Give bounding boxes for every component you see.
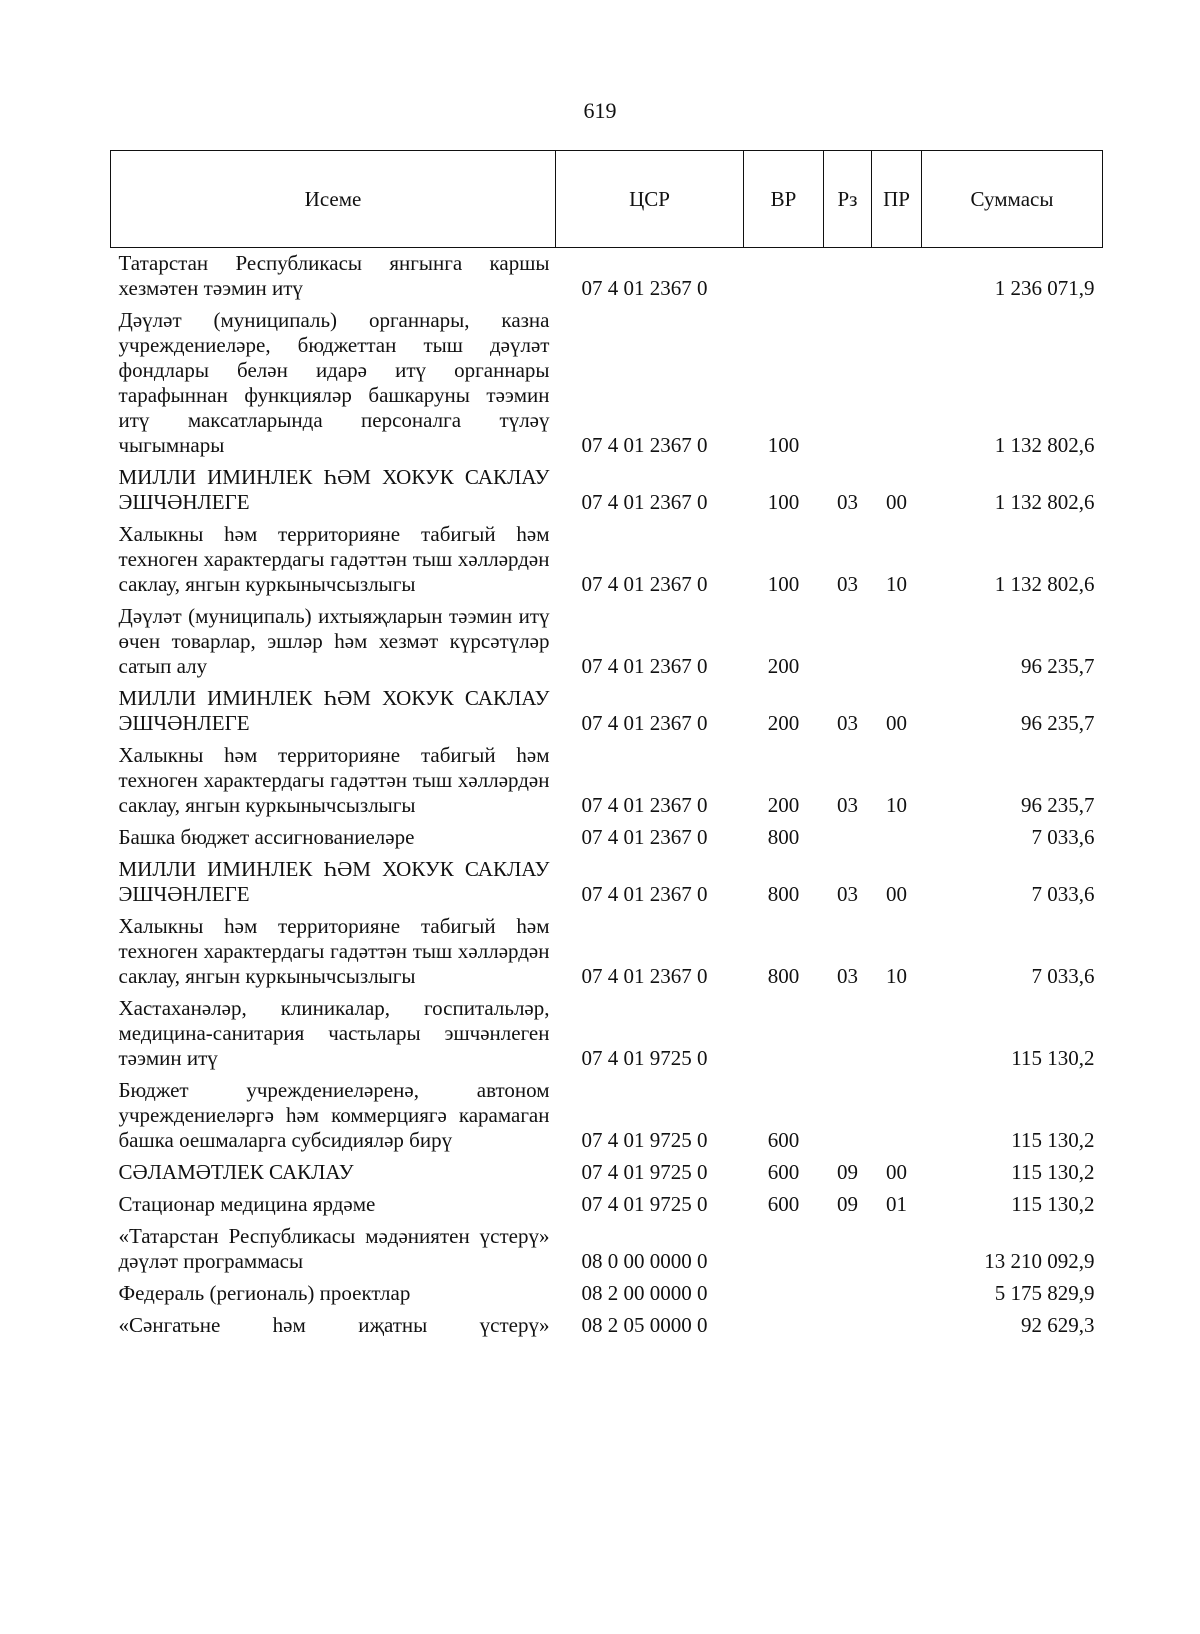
cell-csr: 07 4 01 2367 0 xyxy=(581,572,708,596)
cell-rz xyxy=(824,1310,872,1342)
cell-vr xyxy=(744,1278,824,1310)
table-row xyxy=(111,1221,1103,1278)
cell-sum: 1 132 802,6 xyxy=(994,433,1095,457)
cell-sum: 115 130,2 xyxy=(1011,1046,1095,1070)
cell-csr: 07 4 01 2367 0 xyxy=(581,964,708,988)
cell-csr: 07 4 01 2367 0 xyxy=(581,490,708,514)
cell-name xyxy=(111,993,556,1075)
cell-sum: 96 235,7 xyxy=(1021,654,1095,678)
cell-vr: 100 xyxy=(767,572,800,596)
cell-sum: 7 033,6 xyxy=(1031,964,1095,988)
cell-vr: 200 xyxy=(767,793,800,817)
table-row xyxy=(111,683,1103,740)
cell-sum: 13 210 092,9 xyxy=(984,1249,1095,1273)
cell-pr: 10 xyxy=(886,793,907,817)
cell-rz: 03 xyxy=(837,882,858,906)
cell-vr xyxy=(744,1221,824,1278)
header-pr: ПР xyxy=(872,151,922,248)
cell-csr: 07 4 01 9725 0 xyxy=(581,1192,708,1216)
cell-rz: 03 xyxy=(837,793,858,817)
cell-rz: 03 xyxy=(837,964,858,988)
page-number: 619 xyxy=(583,98,617,123)
cell-csr: 07 4 01 9725 0 xyxy=(581,1128,708,1152)
table-row xyxy=(111,305,1103,462)
row-name-text: СӘЛАМӘТЛЕК САКЛАУ xyxy=(118,1160,354,1184)
table-row xyxy=(111,1310,1103,1342)
row-name-text: Стационар медицина ярдәме xyxy=(118,1192,376,1216)
cell-sum: 96 235,7 xyxy=(1021,793,1095,817)
cell-pr: 00 xyxy=(886,1160,907,1184)
row-name-text: Дәүләт (муниципаль) органнары, казна учреждениеләре, бюджеттан тыш дәүләт фондлары белән идарә итү органнары тарафыннан функцияләр башкаруны тәэмин итү максатларында персоналга түләү чыгымнары xyxy=(118,308,550,457)
cell-vr: 600 xyxy=(767,1192,800,1216)
cell-vr xyxy=(744,993,824,1075)
row-name-text: МИЛЛИ ИМИНЛЕК ҺӘМ ХОКУК САКЛАУ ЭШЧӘНЛЕГЕ xyxy=(118,465,550,514)
cell-csr: 07 4 01 2367 0 xyxy=(581,276,708,300)
cell-rz xyxy=(824,248,872,306)
cell-name xyxy=(111,740,556,822)
cell-rz xyxy=(824,305,872,462)
cell-name xyxy=(111,1221,556,1278)
cell-sum: 115 130,2 xyxy=(1011,1160,1095,1184)
cell-csr: 07 4 01 2367 0 xyxy=(581,711,708,735)
cell-pr: 00 xyxy=(886,882,907,906)
table-row xyxy=(111,740,1103,822)
cell-name xyxy=(111,911,556,993)
cell-pr xyxy=(872,993,922,1075)
table-row xyxy=(111,854,1103,911)
table-row xyxy=(111,462,1103,519)
cell-vr: 800 xyxy=(767,964,800,988)
cell-vr: 100 xyxy=(767,490,800,514)
budget-table xyxy=(110,150,1103,1342)
row-name-text: Федераль (региональ) проектлар xyxy=(118,1281,411,1305)
cell-rz xyxy=(824,993,872,1075)
cell-vr: 800 xyxy=(767,825,800,849)
table-header xyxy=(111,151,1103,248)
header-name: Исеме xyxy=(111,151,556,248)
table-body xyxy=(111,248,1103,1343)
table-row xyxy=(111,911,1103,993)
row-name-text: Халыкны һәм территорияне табигый һәм техноген характердагы гадәттән тыш хәлләрдән саклау, янгын куркынычсызлыгы xyxy=(118,522,550,596)
table-row xyxy=(111,822,1103,854)
table-row xyxy=(111,519,1103,601)
cell-csr: 08 0 00 0000 0 xyxy=(581,1249,708,1273)
cell-name xyxy=(111,305,556,462)
cell-name xyxy=(111,1278,556,1310)
cell-name xyxy=(111,1075,556,1157)
row-name-text: «Сәнгатьне һәм иҗатны үстерү» xyxy=(118,1313,550,1337)
cell-sum: 7 033,6 xyxy=(1031,825,1095,849)
cell-vr xyxy=(744,248,824,306)
cell-sum: 115 130,2 xyxy=(1011,1128,1095,1152)
cell-name xyxy=(111,1189,556,1221)
cell-csr: 08 2 00 0000 0 xyxy=(581,1281,708,1305)
cell-sum: 1 236 071,9 xyxy=(994,276,1095,300)
table-row xyxy=(111,601,1103,683)
cell-pr xyxy=(872,1075,922,1157)
cell-vr: 800 xyxy=(767,882,800,906)
cell-sum: 5 175 829,9 xyxy=(994,1281,1095,1305)
cell-sum: 115 130,2 xyxy=(1011,1192,1095,1216)
cell-rz: 09 xyxy=(837,1192,858,1216)
cell-rz xyxy=(824,1221,872,1278)
cell-vr: 200 xyxy=(767,711,800,735)
row-name-text: Халыкны һәм территорияне табигый һәм техноген характердагы гадәттән тыш хәлләрдән саклау, янгын куркынычсызлыгы xyxy=(118,914,550,988)
row-name-text: «Татарстан Республикасы мәдәниятен үстерү» дәүләт программасы xyxy=(118,1224,550,1273)
cell-rz xyxy=(824,822,872,854)
cell-name xyxy=(111,822,556,854)
cell-sum: 1 132 802,6 xyxy=(994,490,1095,514)
table-row xyxy=(111,1157,1103,1189)
header-vr: ВР xyxy=(744,151,824,248)
cell-rz: 03 xyxy=(837,490,858,514)
cell-pr xyxy=(872,1278,922,1310)
row-name-text: Бюджет учреждениеләренә, автоном учреждениеләргә һәм коммерциягә карамаган башка оешмаларга субсидияләр бирү xyxy=(118,1078,550,1152)
row-name-text: Башка бюджет ассигнованиеләре xyxy=(118,825,415,849)
cell-name xyxy=(111,1157,556,1189)
cell-rz: 09 xyxy=(837,1160,858,1184)
cell-rz: 03 xyxy=(837,572,858,596)
cell-sum: 92 629,3 xyxy=(1021,1313,1095,1337)
cell-name xyxy=(111,248,556,306)
cell-name xyxy=(111,1310,556,1342)
header-sum: Суммасы xyxy=(922,151,1103,248)
cell-name xyxy=(111,854,556,911)
cell-sum: 1 132 802,6 xyxy=(994,572,1095,596)
row-name-text: Дәүләт (муниципаль) ихтыяҗларын тәэмин итү өчен товарлар, эшләр һәм хезмәт күрсәтүләр сатып алу xyxy=(118,604,550,678)
table-row xyxy=(111,248,1103,306)
cell-pr xyxy=(872,305,922,462)
cell-vr: 200 xyxy=(767,654,800,678)
cell-vr: 100 xyxy=(767,433,800,457)
cell-name xyxy=(111,601,556,683)
cell-csr: 07 4 01 2367 0 xyxy=(581,793,708,817)
row-name-text: МИЛЛИ ИМИНЛЕК ҺӘМ ХОКУК САКЛАУ ЭШЧӘНЛЕГЕ xyxy=(118,686,550,735)
cell-vr xyxy=(744,1310,824,1342)
cell-pr: 00 xyxy=(886,490,907,514)
header-rz: Рз xyxy=(824,151,872,248)
header-csr: ЦСР xyxy=(556,151,744,248)
cell-pr: 10 xyxy=(886,572,907,596)
cell-sum: 7 033,6 xyxy=(1031,882,1095,906)
cell-name xyxy=(111,519,556,601)
cell-csr: 08 2 05 0000 0 xyxy=(581,1313,708,1337)
cell-rz: 03 xyxy=(837,711,858,735)
cell-csr: 07 4 01 2367 0 xyxy=(581,825,708,849)
cell-vr: 600 xyxy=(767,1128,800,1152)
cell-pr xyxy=(872,248,922,306)
row-name-text: Татарстан Республикасы янгынга каршы хезмәтен тәэмин итү xyxy=(118,251,550,300)
table-row xyxy=(111,1278,1103,1310)
cell-csr: 07 4 01 2367 0 xyxy=(581,654,708,678)
cell-csr: 07 4 01 9725 0 xyxy=(581,1160,708,1184)
row-name-text: Халыкны һәм территорияне табигый һәм техноген характердагы гадәттән тыш хәлләрдән саклау, янгын куркынычсызлыгы xyxy=(118,743,550,817)
cell-csr: 07 4 01 2367 0 xyxy=(581,882,708,906)
cell-pr: 10 xyxy=(886,964,907,988)
cell-rz xyxy=(824,601,872,683)
row-name-text: Хастаханәләр, клиникалар, госпитальләр, медицина-санитария частьлары эшчәнлеген тәэмин итү xyxy=(118,996,550,1070)
row-name-text: МИЛЛИ ИМИНЛЕК ҺӘМ ХОКУК САКЛАУ ЭШЧӘНЛЕГЕ xyxy=(118,857,550,906)
cell-csr: 07 4 01 2367 0 xyxy=(581,433,708,457)
cell-rz xyxy=(824,1075,872,1157)
cell-sum: 96 235,7 xyxy=(1021,711,1095,735)
table-row xyxy=(111,1189,1103,1221)
table-row xyxy=(111,993,1103,1075)
cell-name xyxy=(111,683,556,740)
cell-pr xyxy=(872,601,922,683)
cell-pr: 00 xyxy=(886,711,907,735)
cell-pr xyxy=(872,1310,922,1342)
cell-csr: 07 4 01 9725 0 xyxy=(581,1046,708,1070)
table-row xyxy=(111,1075,1103,1157)
cell-rz xyxy=(824,1278,872,1310)
cell-vr: 600 xyxy=(767,1160,800,1184)
cell-pr: 01 xyxy=(886,1192,907,1216)
cell-name xyxy=(111,462,556,519)
cell-pr xyxy=(872,1221,922,1278)
cell-pr xyxy=(872,822,922,854)
